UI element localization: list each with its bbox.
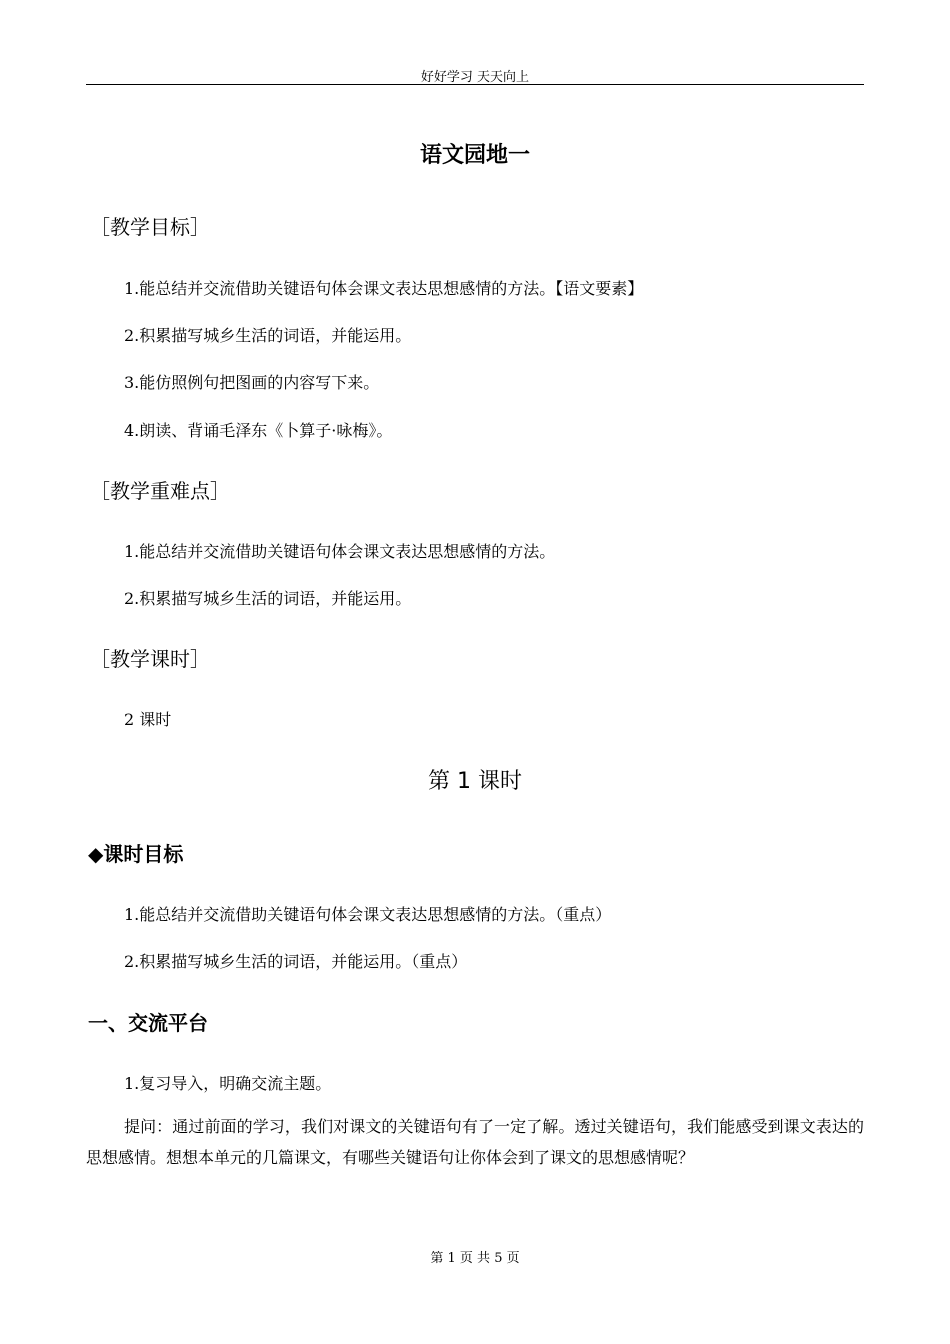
keypoint-item: 1.能总结并交流借助关键语句体会课文表达思想感情的方法。 xyxy=(124,542,556,561)
section-heading-keypoints: ［教学重难点］ xyxy=(90,479,230,503)
goal-item: 3.能仿照例句把图画的内容写下来。 xyxy=(124,373,380,392)
goal-item: 1.能总结并交流借助关键语句体会课文表达思想感情的方法。【语文要素】 xyxy=(124,279,644,298)
question-paragraph: 提问：通过前面的学习，我们对课文的关键语句有了一定了解。透过关键语句，我们能感受到课文表达的思想感情。想想本单元的几篇课文，有哪些关键语句让你体会到了课文的思想感情呢？ xyxy=(86,1117,864,1167)
lesson-title: 第 1 课时 xyxy=(428,769,522,794)
keypoint-item: 2.积累描写城乡生活的词语，并能运用。 xyxy=(124,589,412,608)
part-heading-exchange: 一、交流平台 xyxy=(88,1011,208,1035)
goal-item: 4.朗读、背诵毛泽东《卜算子·咏梅》。 xyxy=(124,421,393,440)
section-heading-goals: ［教学目标］ xyxy=(90,215,210,239)
hours-value: 2 课时 xyxy=(124,710,172,729)
step-item: 1.复习导入，明确交流主题。 xyxy=(124,1074,332,1093)
lesson-goal-item: 2.积累描写城乡生活的词语，并能运用。（重点） xyxy=(124,952,468,971)
header-divider xyxy=(86,84,864,85)
lesson-goals-heading: ◆课时目标 xyxy=(88,842,184,866)
document-title: 语文园地一 xyxy=(419,143,530,168)
goal-item: 2.积累描写城乡生活的词语，并能运用。 xyxy=(124,326,412,345)
page-header: 好好学习 天天向上 xyxy=(420,70,530,85)
page-footer: 第 1 页 共 5 页 xyxy=(430,1251,520,1266)
section-heading-hours: ［教学课时］ xyxy=(90,647,210,671)
lesson-goal-item: 1.能总结并交流借助关键语句体会课文表达思想感情的方法。（重点） xyxy=(124,905,612,924)
